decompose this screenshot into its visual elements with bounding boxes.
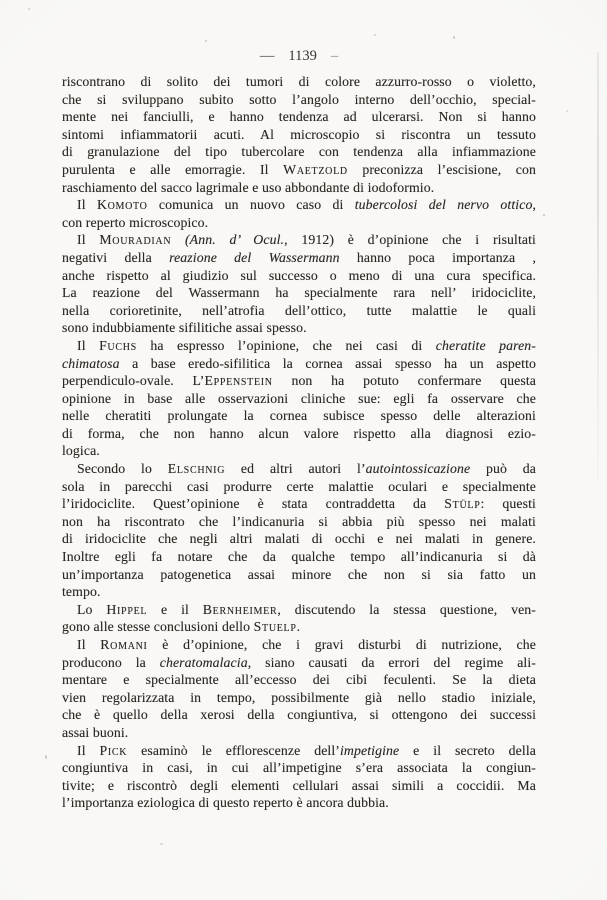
text-line <box>62 742 536 760</box>
text-line <box>62 530 536 548</box>
text-line <box>62 478 536 496</box>
text-run: mente nei fanciulli, e hanno tendenza ad ulcerarsi. Non si hanno <box>62 109 536 125</box>
author-name-smallcaps: Bernheimer <box>202 601 278 617</box>
author-name-smallcaps: Romani <box>100 637 148 652</box>
text-line <box>62 636 536 654</box>
italic-term: cheratite paren- <box>435 337 537 353</box>
header-dash-left: — <box>259 48 275 64</box>
author-name-smallcaps: Pick <box>99 742 128 758</box>
scan-speck <box>374 34 376 36</box>
text-run: ha espresso l’opinione, che nei casi di <box>136 337 436 353</box>
text-run: Il <box>77 197 97 213</box>
scan-speck <box>453 36 455 39</box>
text-line <box>62 566 536 584</box>
text-run: Il <box>77 637 101 652</box>
text-line <box>62 794 536 812</box>
italic-term: (Ann. d’ Ocul. <box>184 232 285 248</box>
author-name-smallcaps: Waetzold <box>283 161 348 177</box>
text-run: , <box>532 197 537 213</box>
text-run: opinione in base alle osservazioni cliniche sue: egli fa osservare che <box>62 390 536 406</box>
text-line <box>62 73 536 91</box>
text-run: vien regolarizzata in tempo, possibilmente già nello stadio iniziale, <box>62 689 536 705</box>
text-run: l’iridociclite. Quest’opinione è stata contraddetta da <box>62 496 445 512</box>
text-run: e il secreto della <box>399 742 536 758</box>
text-run: può da <box>470 461 536 477</box>
text-line <box>62 548 536 566</box>
text-run: di forma, che non hanno alcun valore rispetto alla diagnosi ezio- <box>62 425 536 441</box>
text-line <box>62 601 536 619</box>
text-run: ed altri autori l’ <box>225 461 366 477</box>
page-header <box>62 48 536 65</box>
scan-speck <box>28 8 30 10</box>
text-line <box>62 425 536 443</box>
italic-term: autointossicazione <box>365 461 471 477</box>
text-run: anche rispetto al giudizio sul successo o meno di una cura specifica. <box>62 267 536 283</box>
text-run: nella corioretinite, nell’atrofia dell’ottico, tutte malattie le quali <box>62 302 536 318</box>
text-run: comunica un nuovo caso di <box>147 197 355 213</box>
text-line <box>62 196 536 214</box>
text-run: Il <box>77 232 100 248</box>
text-line <box>62 214 536 232</box>
text-run: . <box>296 619 301 635</box>
text-line <box>62 654 536 672</box>
text-run: non ha potuto confermare questa <box>272 373 536 389</box>
text-line <box>62 179 536 197</box>
text-run: e il <box>147 601 203 617</box>
page-text <box>62 73 536 812</box>
text-line <box>62 689 536 707</box>
page-edge-shadow <box>597 52 599 482</box>
text-line <box>62 442 536 460</box>
text-run: l’importanza eziologica di questo reperto è ancora dubbia. <box>62 795 389 811</box>
text-run: sono indubbiamente sifilitiche assai spesso. <box>62 320 307 336</box>
text-run: Lo <box>77 601 107 617</box>
text-run <box>171 232 185 247</box>
text-line <box>62 671 536 689</box>
text-run: congiuntiva in casi, in cui all’impetigine s’era associata la congiun- <box>62 760 536 776</box>
text-run: tivite; e riscontrò degli elementi cellulari assai simili a coccidii. Ma <box>62 777 536 793</box>
text-run: non ha riscontrato che l’indicanuria si abbia più spesso nei malati <box>62 513 536 529</box>
author-name-smallcaps: Eppenstein <box>204 373 273 389</box>
text-line <box>62 319 536 337</box>
text-run: purulenta e alle emorragie. Il <box>62 161 284 177</box>
text-run: negativi della <box>62 249 170 265</box>
scan-speck <box>566 110 568 112</box>
text-line <box>62 126 536 144</box>
text-run: gono alle stesse conclusioni dello <box>62 619 254 635</box>
scan-speck <box>45 755 47 759</box>
text-line <box>62 390 536 408</box>
text-line <box>62 143 536 161</box>
italic-term: reazione del Wassermann <box>169 249 340 265</box>
text-run: è d’opinione, che i gravi disturbi di nutrizione, che <box>147 637 536 652</box>
text-run: a base eredo-sifilitica la cornea assai spesso ha un aspetto <box>119 355 536 371</box>
text-line <box>62 108 536 126</box>
text-run: con reperto microscopico. <box>62 214 209 230</box>
text-line <box>62 777 536 795</box>
text-line <box>62 724 536 742</box>
author-name-smallcaps: Fuchs <box>99 337 137 353</box>
italic-term: cheratomalacia <box>159 654 248 670</box>
text-line <box>62 161 536 179</box>
text-run: che è quello della xerosi della congiuntiva, si ottengono dei successi <box>62 707 536 723</box>
text-line <box>62 460 536 478</box>
italic-term: chimatosa <box>62 355 120 371</box>
scan-speck <box>205 40 207 42</box>
text-run: logica. <box>62 443 100 459</box>
scan-speck <box>160 843 163 845</box>
text-line <box>62 91 536 109</box>
text-run: Il <box>77 742 100 758</box>
text-line <box>62 267 536 285</box>
text-run: hanno poca importanza , <box>339 249 537 265</box>
text-line <box>62 706 536 724</box>
text-line <box>62 513 536 531</box>
text-line <box>62 618 536 636</box>
text-run: : questi <box>480 496 536 512</box>
text-line <box>62 759 536 777</box>
text-run: di iridociclite che negli altri malati di occhi e nei malati in genere. <box>62 531 536 547</box>
text-run: , discutendo la stessa questione, ven- <box>277 601 536 617</box>
text-line <box>62 249 536 267</box>
author-name-smallcaps: Elschnig <box>167 461 226 477</box>
author-name-smallcaps: Hippel <box>106 601 148 617</box>
author-name-smallcaps: Komoto <box>96 197 148 213</box>
text-run: sintomi infiammatorii acuti. Al microscopio si riscontra un tessuto <box>62 126 536 142</box>
scan-speck <box>543 214 545 216</box>
text-line <box>62 583 536 601</box>
page-number: 1139 <box>288 48 317 64</box>
text-line <box>62 337 536 355</box>
text-run: tempo. <box>62 584 101 600</box>
author-name-smallcaps: Mouradian <box>99 232 172 248</box>
text-run: assai buoni. <box>62 724 129 740</box>
text-line <box>62 372 536 390</box>
text-run: Inoltre egli fa notare che da qualche tempo all’indicanuria si dà <box>62 549 536 565</box>
text-line <box>62 495 536 513</box>
text-line <box>62 284 536 302</box>
text-run: nelle cheratiti prolungate la cornea subisce spesso delle alterazioni <box>62 408 536 424</box>
text-line <box>62 231 536 249</box>
text-line <box>62 355 536 373</box>
text-line <box>62 407 536 425</box>
italic-term: impetigine <box>340 742 400 758</box>
author-name-smallcaps: Stülp <box>444 496 481 512</box>
text-run: Secondo lo <box>77 461 168 477</box>
text-run: La reazione del Wassermann ha specialmente rara nell’ iridociclite, <box>62 285 536 301</box>
text-run: preconizza l’escisione, con <box>347 161 536 177</box>
text-line <box>62 302 536 320</box>
text-run: raschiamento del sacco lagrimale e uso abbondante di iodoformio. <box>62 179 435 195</box>
text-run: producono la <box>62 654 160 670</box>
text-run: un’importanza patogenetica assai minore che non si sia fatto un <box>62 566 536 582</box>
text-run: di granulazione del tipo tubercolare con tendenza alla infiammazione <box>62 144 536 160</box>
text-run: , siano causati da errori del regime ali- <box>247 654 536 670</box>
text-run: esaminò le efflorescenze dell’ <box>127 742 340 758</box>
text-run: sola in parecchi casi produrre certe malattie oculari e specialmente <box>62 478 536 494</box>
text-run: perpendiculo-ovale. L’ <box>62 373 205 389</box>
text-run: riscontrano di solito dei tumori di colore azzurro-rosso o violetto, <box>62 74 536 89</box>
text-run: , 1912) è d’opinione che i risultati <box>284 232 536 248</box>
text-run: Il <box>77 337 100 353</box>
author-name-smallcaps: Stuelp <box>253 619 297 635</box>
text-run: che si sviluppano subito sotto l’angolo interno dell’occhio, special- <box>62 91 536 107</box>
text-run: mentare e specialmente all’eccesso dei cibi feculenti. Se la dieta <box>62 672 536 688</box>
italic-term: tubercolosi del nervo ottico <box>354 197 533 213</box>
header-dash-right: – <box>330 48 339 64</box>
